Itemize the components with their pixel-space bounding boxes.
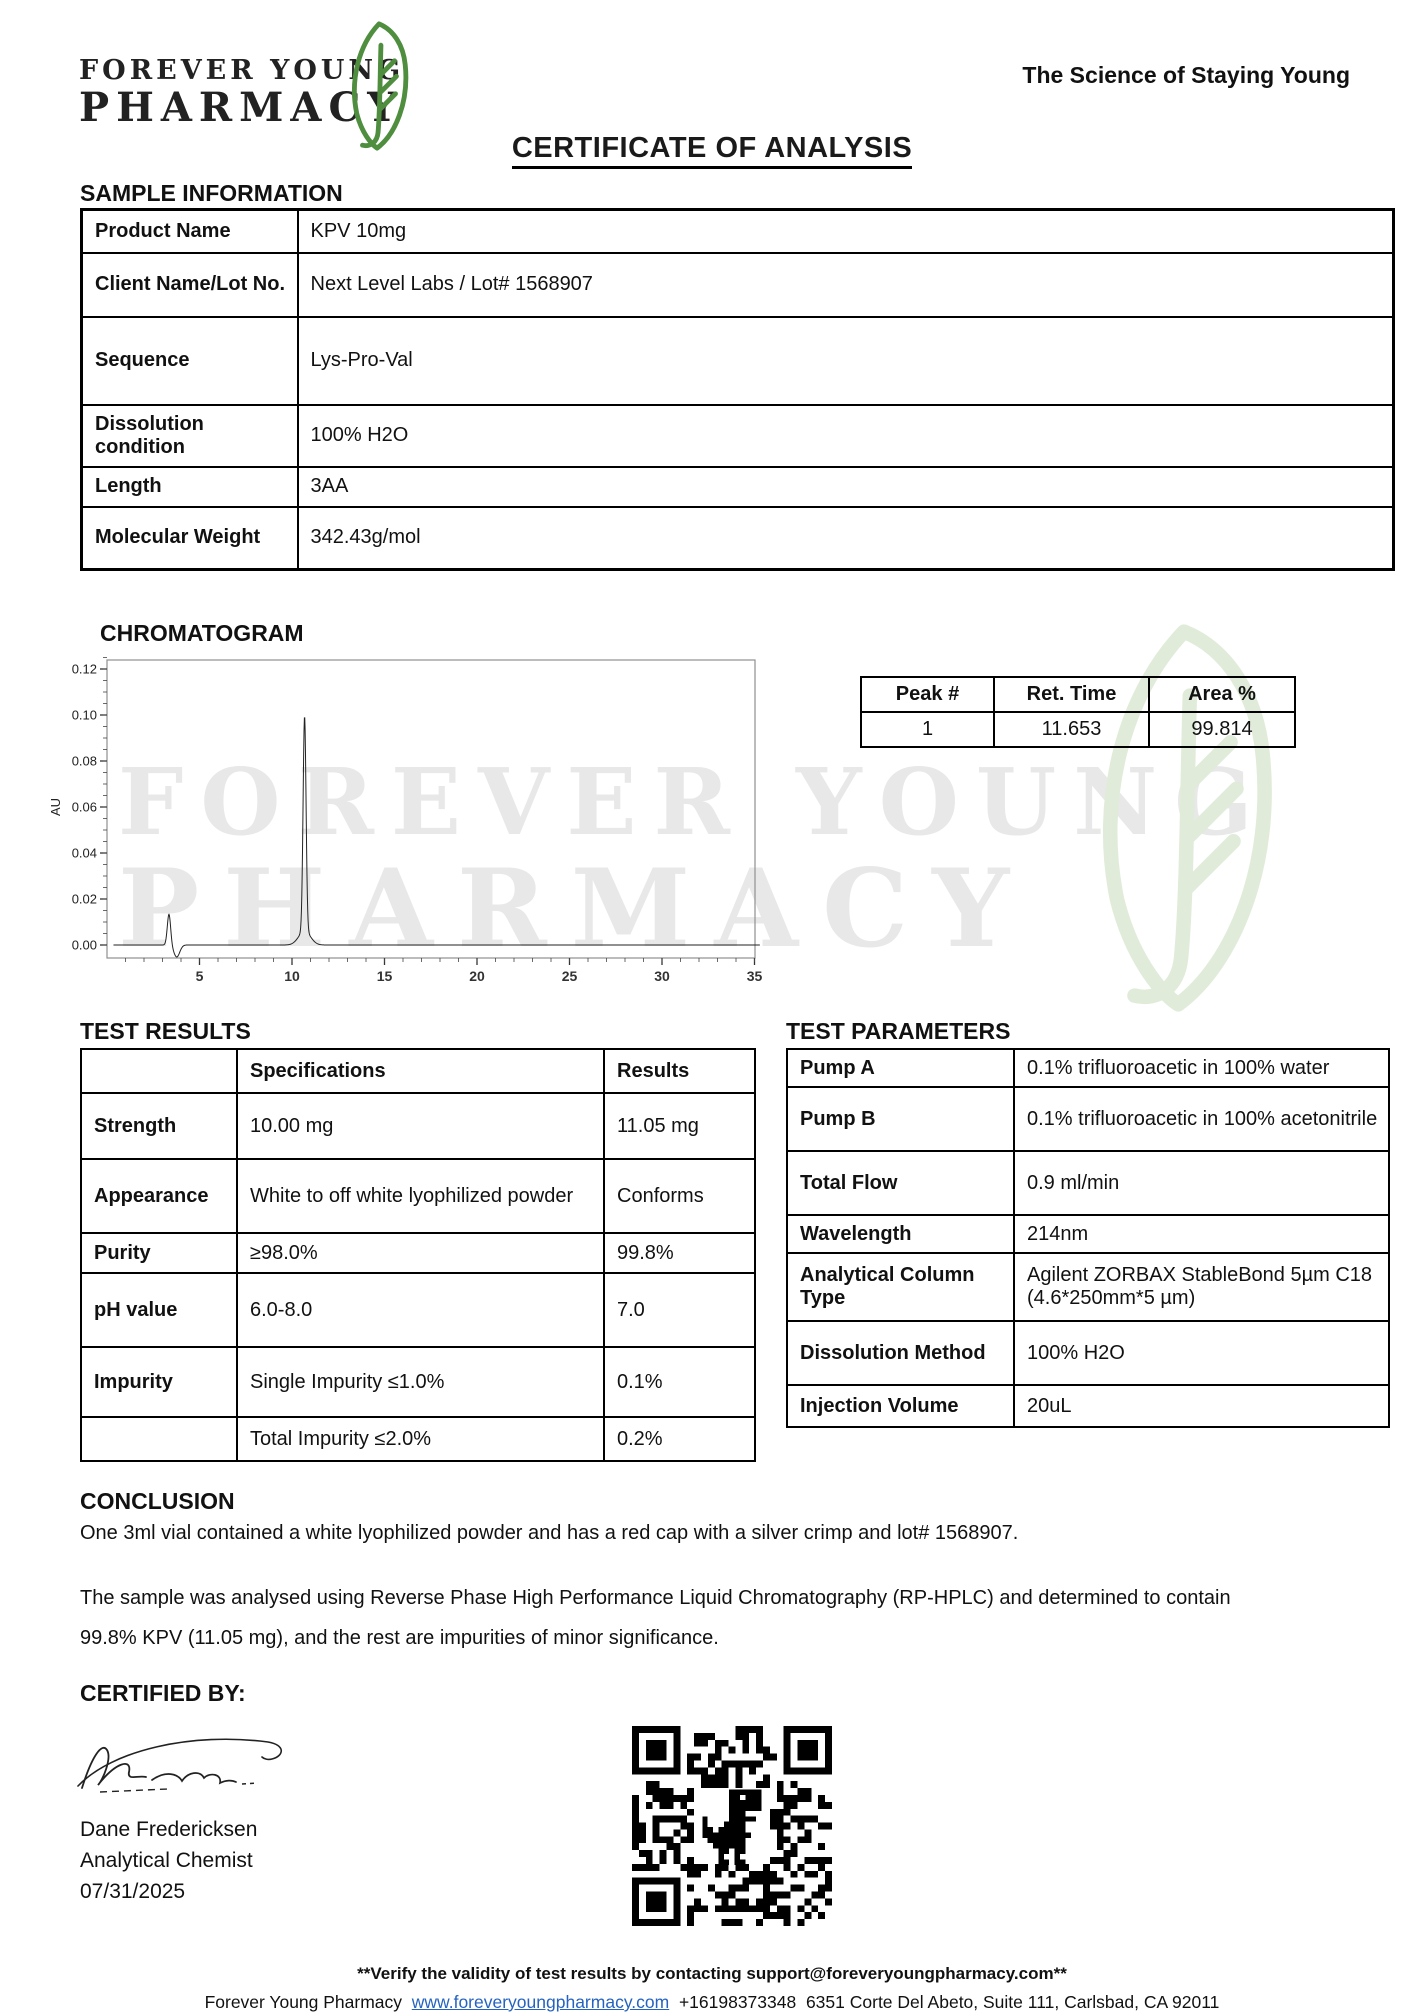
field-label: Sequence bbox=[82, 317, 298, 405]
test-spec: ≥98.0% bbox=[237, 1233, 604, 1273]
test-name: Impurity bbox=[81, 1347, 237, 1417]
test-result: 0.1% bbox=[604, 1347, 755, 1417]
test-result: 11.05 mg bbox=[604, 1093, 755, 1159]
table-row bbox=[81, 1049, 755, 1093]
test-name: Purity bbox=[81, 1233, 237, 1273]
test-name: pH value bbox=[81, 1273, 237, 1347]
test-name: Strength bbox=[81, 1093, 237, 1159]
watermark-text-line1: FOREVER YOUNG bbox=[118, 748, 1270, 856]
table-row bbox=[787, 1049, 1389, 1087]
param-name: Wavelength bbox=[787, 1215, 1014, 1253]
svg-text:0.04: 0.04 bbox=[71, 845, 97, 861]
table-row bbox=[81, 1233, 755, 1273]
peak-col-header: Area % bbox=[1149, 677, 1295, 712]
field-label: Length bbox=[82, 467, 298, 507]
field-label: Dissolution condition bbox=[82, 405, 298, 467]
table-row bbox=[81, 1273, 755, 1347]
conclusion-paragraph bbox=[80, 1578, 1390, 1658]
svg-text:0.12: 0.12 bbox=[71, 661, 97, 677]
chromatogram-chart bbox=[40, 645, 770, 990]
peak-col-header: Peak # bbox=[861, 677, 994, 712]
chromatogram-heading: CHROMATOGRAM bbox=[100, 620, 304, 646]
conclusion-paragraph: One 3ml vial contained a white lyophilized powder and has a red cap with a silver crimp and lot# 1568907. bbox=[80, 1522, 1019, 1544]
param-value: 214nm bbox=[1014, 1215, 1389, 1253]
svg-text:10: 10 bbox=[284, 968, 300, 984]
table-row bbox=[787, 1215, 1389, 1253]
col-header: Specifications bbox=[237, 1049, 604, 1093]
table-row bbox=[81, 1417, 755, 1461]
test-results-table bbox=[80, 1048, 756, 1462]
table-row bbox=[82, 405, 1394, 467]
conclusion-line: 99.8% KPV (11.05 mg), and the rest are impurities of minor significance. bbox=[80, 1627, 719, 1649]
table-row bbox=[787, 1253, 1389, 1321]
field-value: 3AA bbox=[298, 467, 1394, 507]
table-row bbox=[787, 1087, 1389, 1151]
signatory-name: Dane Fredericksen bbox=[80, 1818, 258, 1841]
svg-text:15: 15 bbox=[376, 968, 393, 984]
test-spec: 10.00 mg bbox=[237, 1093, 604, 1159]
param-value: 20uL bbox=[1014, 1385, 1389, 1427]
param-value: 0.1% trifluoroacetic in 100% water bbox=[1014, 1049, 1389, 1087]
peak-ret-time: 11.653 bbox=[994, 712, 1149, 747]
svg-text:AU: AU bbox=[48, 797, 63, 817]
param-value: Agilent ZORBAX StableBond 5µm C18 (4.6*250mm*5 µm) bbox=[1014, 1253, 1389, 1321]
tagline: The Science of Staying Young bbox=[1022, 62, 1350, 88]
table-row bbox=[861, 712, 1295, 747]
test-name: Appearance bbox=[81, 1159, 237, 1233]
peak-col-header: Ret. Time bbox=[994, 677, 1149, 712]
svg-text:30: 30 bbox=[654, 968, 670, 984]
col-header: Results bbox=[604, 1049, 755, 1093]
table-row bbox=[82, 253, 1394, 317]
test-name bbox=[81, 1417, 237, 1461]
param-name: Dissolution Method bbox=[787, 1321, 1014, 1385]
watermark-text-line2: PHARMACY bbox=[118, 846, 1034, 972]
table-row bbox=[82, 507, 1394, 570]
svg-text:0.10: 0.10 bbox=[71, 707, 97, 723]
field-label: Molecular Weight bbox=[82, 507, 298, 570]
param-name: Pump B bbox=[787, 1087, 1014, 1151]
table-row bbox=[861, 677, 1295, 712]
param-value: 0.9 ml/min bbox=[1014, 1151, 1389, 1215]
sample-info-table bbox=[80, 208, 1395, 571]
svg-text:25: 25 bbox=[561, 968, 578, 984]
field-value: Lys-Pro-Val bbox=[298, 317, 1394, 405]
field-value: 342.43g/mol bbox=[298, 507, 1394, 570]
test-results-heading: TEST RESULTS bbox=[80, 1018, 251, 1044]
sample-information-heading: SAMPLE INFORMATION bbox=[80, 180, 343, 206]
svg-text:0.06: 0.06 bbox=[71, 799, 97, 815]
svg-text:20: 20 bbox=[469, 968, 485, 984]
page-title: CERTIFICATE OF ANALYSIS bbox=[0, 132, 1424, 165]
field-value: Next Level Labs / Lot# 1568907 bbox=[298, 253, 1394, 317]
test-parameters-table bbox=[786, 1048, 1390, 1428]
logo-text-line2: PHARMACY bbox=[79, 84, 403, 131]
svg-text:0.00: 0.00 bbox=[71, 937, 97, 953]
peak-table bbox=[860, 676, 1296, 748]
signatory-block bbox=[80, 1814, 257, 1907]
test-parameters-heading: TEST PARAMETERS bbox=[786, 1018, 1011, 1044]
test-result: 7.0 bbox=[604, 1273, 755, 1347]
table-row bbox=[81, 1159, 755, 1233]
svg-text:35: 35 bbox=[746, 968, 763, 984]
signatory-role: Analytical Chemist bbox=[80, 1849, 253, 1872]
test-spec: Single Impurity ≤1.0% bbox=[237, 1347, 604, 1417]
peak-area: 99.814 bbox=[1149, 712, 1295, 747]
verify-note: **Verify the validity of test results by contacting support@foreveryoungpharmacy.com** bbox=[357, 1964, 1067, 1983]
test-result: Conforms bbox=[604, 1159, 755, 1233]
table-row bbox=[81, 1093, 755, 1159]
peak-number: 1 bbox=[861, 712, 994, 747]
svg-text:0.08: 0.08 bbox=[71, 753, 97, 769]
col-header bbox=[81, 1049, 237, 1093]
param-name: Injection Volume bbox=[787, 1385, 1014, 1427]
param-value: 0.1% trifluoroacetic in 100% acetonitrile bbox=[1014, 1087, 1389, 1151]
footer-company: Forever Young Pharmacy bbox=[204, 1992, 403, 2012]
field-label: Product Name bbox=[82, 210, 298, 253]
table-row bbox=[82, 210, 1394, 253]
table-row bbox=[82, 467, 1394, 507]
table-row bbox=[787, 1321, 1389, 1385]
signatory-date: 07/31/2025 bbox=[80, 1880, 186, 1903]
field-value: KPV 10mg bbox=[298, 210, 1394, 253]
conclusion-line: The sample was analysed using Reverse Phase High Performance Liquid Chromatography (RP-HPLC) and determined to contain bbox=[80, 1587, 1231, 1609]
field-label: Client Name/Lot No. bbox=[82, 253, 298, 317]
field-value: 100% H2O bbox=[298, 405, 1394, 467]
footer-contact-line bbox=[0, 1992, 1424, 2013]
test-spec: White to off white lyophilized powder bbox=[237, 1159, 604, 1233]
param-name: Pump A bbox=[787, 1049, 1014, 1087]
table-row bbox=[82, 317, 1394, 405]
footer-phone: +16198373348 bbox=[678, 1992, 797, 2012]
param-name: Total Flow bbox=[787, 1151, 1014, 1215]
certified-by-heading: CERTIFIED BY: bbox=[80, 1680, 246, 1706]
test-spec: 6.0-8.0 bbox=[237, 1273, 604, 1347]
conclusion-heading: CONCLUSION bbox=[80, 1488, 235, 1514]
website-link[interactable]: www.foreveryoungpharmacy.com bbox=[411, 1992, 670, 2012]
table-row bbox=[81, 1347, 755, 1417]
table-row bbox=[787, 1151, 1389, 1215]
param-name: Analytical Column Type bbox=[787, 1253, 1014, 1321]
logo-text-line1: FOREVER YOUNG bbox=[79, 55, 405, 86]
test-result: 0.2% bbox=[604, 1417, 755, 1461]
footer-address: 6351 Corte Del Abeto, Suite 111, Carlsbad, CA 92011 bbox=[805, 1992, 1220, 2012]
svg-text:5: 5 bbox=[195, 968, 204, 984]
param-value: 100% H2O bbox=[1014, 1321, 1389, 1385]
table-row bbox=[787, 1385, 1389, 1427]
test-result: 99.8% bbox=[604, 1233, 755, 1273]
qr-code-with-dino bbox=[632, 1726, 832, 1926]
svg-text:0.02: 0.02 bbox=[71, 891, 97, 907]
test-spec: Total Impurity ≤2.0% bbox=[237, 1417, 604, 1461]
signature-icon bbox=[72, 1728, 312, 1812]
